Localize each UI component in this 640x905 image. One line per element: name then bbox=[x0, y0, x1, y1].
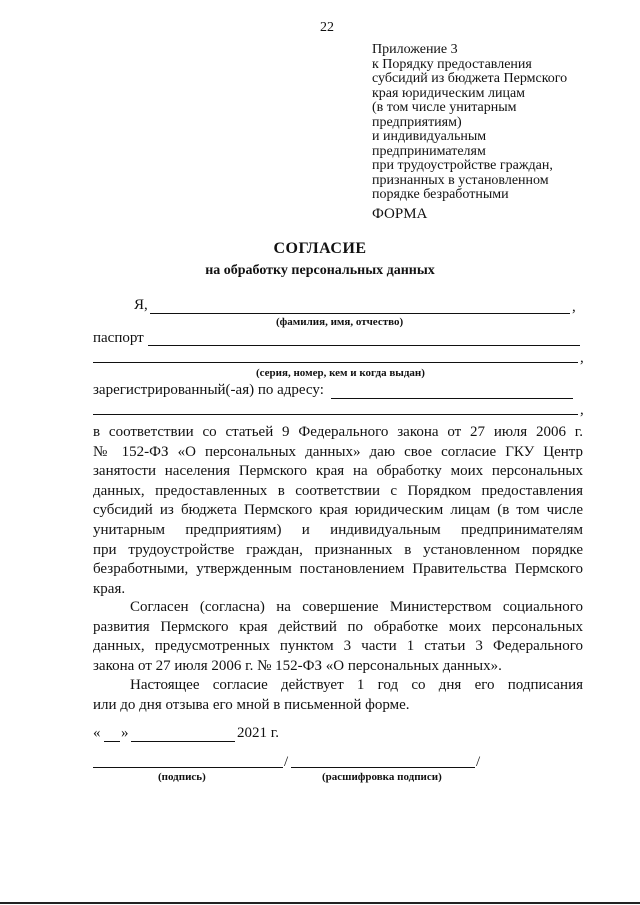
appendix-line: признанных в установленном bbox=[372, 172, 549, 188]
appendix-line: края юридическим лицам bbox=[372, 85, 526, 101]
appendix-block bbox=[372, 43, 612, 203]
paragraph-line: № 152-ФЗ «О персональных данных» даю свое согласие ГКУ Центр bbox=[93, 443, 583, 460]
signature-slash-2: / bbox=[476, 754, 481, 770]
passport-caption: (серия, номер, кем и когда выдан) bbox=[256, 367, 425, 379]
paragraph-line: данных, предусмотренных пунктом 3 части 1 статьи 3 Федерального bbox=[93, 638, 583, 655]
appendix-line: предприятиям) bbox=[372, 114, 462, 130]
passport-label: паспорт bbox=[93, 330, 144, 346]
paragraph-line: субсидий из бюджета Пермского края юридическим лицам (в том числе bbox=[93, 502, 583, 519]
address-comma: , bbox=[580, 402, 584, 418]
appendix-line: (в том числе унитарным bbox=[372, 100, 517, 115]
date-open-quote: « bbox=[93, 725, 101, 741]
signature-caption: (подпись) bbox=[158, 771, 206, 783]
address-field-line[interactable] bbox=[331, 398, 573, 399]
signature-slash-1: / bbox=[284, 754, 289, 770]
date-day-line[interactable] bbox=[104, 741, 120, 742]
paragraph-line: закона от 27 июля 2006 г. № 152-ФЗ «О персональных данных». bbox=[93, 657, 502, 674]
paragraph-line: развития Пермского края действий по обработке моих персональных bbox=[93, 618, 583, 635]
document-subtitle: на обработку персональных данных bbox=[205, 263, 435, 278]
signature-line[interactable] bbox=[93, 767, 283, 768]
form-label: ФОРМА bbox=[372, 206, 428, 222]
paragraph-line: унитарным предприятиям) и индивидуальным предпринимателям bbox=[93, 521, 583, 538]
appendix-line: при трудоустройстве граждан, bbox=[372, 158, 553, 173]
paragraph-line: Согласен (согласна) на совершение Министерством социального bbox=[130, 599, 583, 615]
name-caption: (фамилия, имя, отчество) bbox=[276, 316, 404, 328]
paragraph-line: края. bbox=[93, 580, 126, 597]
paragraph-line: занятости населения Пермского края на обработку моих персональных bbox=[93, 463, 583, 480]
page-bottom-border bbox=[0, 902, 640, 904]
date-year: 2021 г. bbox=[237, 725, 279, 741]
consent-paragraph-3 bbox=[93, 676, 583, 715]
document-title: СОГЛАСИЕ bbox=[273, 240, 367, 257]
signature-decode-caption: (расшифровка подписи) bbox=[322, 771, 442, 783]
address-field-line-2[interactable] bbox=[93, 414, 578, 415]
paragraph-line: Настоящее согласие действует 1 год со дня его подписания bbox=[130, 677, 583, 693]
paragraph-line: в соответствии со статьей 9 Федерального закона от 27 июля 2006 г. bbox=[93, 424, 583, 440]
address-label: зарегистрированный(-ая) по адресу: bbox=[93, 382, 324, 398]
page-number: 22 bbox=[320, 20, 334, 35]
appendix-line: предпринимателям bbox=[372, 143, 486, 159]
paragraph-line: при трудоустройстве граждан, признанных в установленном порядке bbox=[93, 541, 583, 558]
passport-comma: , bbox=[580, 350, 584, 366]
paragraph-line: безработными, утвержденным постановлением Правительства Пермского bbox=[93, 561, 583, 578]
consent-paragraph-1 bbox=[93, 423, 583, 599]
paragraph-line: или до дня отзыва его мной в письменной форме. bbox=[93, 696, 410, 713]
paragraph-line: данных, предоставленных в соответствии с Порядком предоставления bbox=[93, 482, 583, 499]
name-comma: , bbox=[572, 299, 576, 315]
consent-paragraph-2 bbox=[93, 598, 583, 676]
appendix-line: Приложение 3 bbox=[372, 42, 458, 57]
date-close-quote: » bbox=[121, 725, 129, 741]
date-month-line[interactable] bbox=[131, 741, 235, 742]
name-field-line[interactable] bbox=[150, 313, 570, 314]
appendix-line: и индивидуальным bbox=[372, 129, 487, 144]
passport-field-line-2[interactable] bbox=[93, 362, 578, 363]
appendix-line: субсидий из бюджета Пермского bbox=[372, 71, 568, 86]
passport-field-line[interactable] bbox=[148, 345, 580, 346]
signature-decode-line[interactable] bbox=[291, 767, 475, 768]
appendix-line: порядке безработными bbox=[372, 187, 509, 202]
name-prefix: Я, bbox=[134, 297, 148, 313]
appendix-line: к Порядку предоставления bbox=[372, 56, 532, 72]
